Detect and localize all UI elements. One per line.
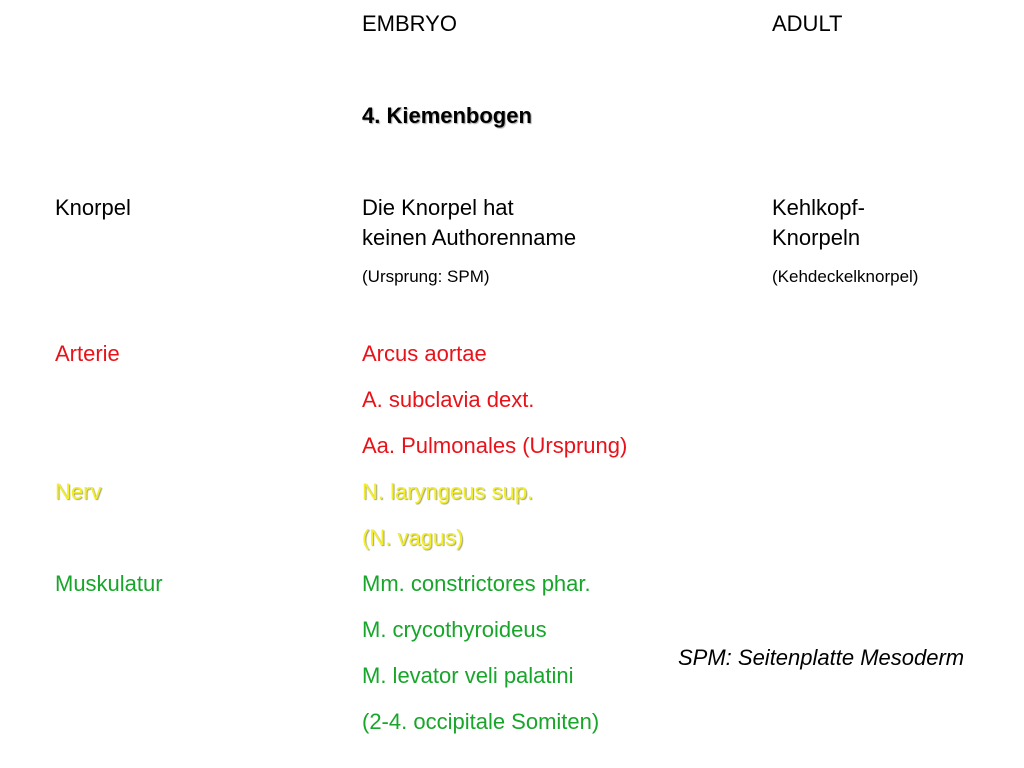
knorpel-adult-line2: Knorpeln — [772, 225, 861, 250]
muskulatur-item: M. crycothyroideus — [362, 617, 547, 642]
pharyngeal-arch-title: 4. Kiemenbogen — [362, 103, 532, 128]
nerv-item: (N. vagus) — [362, 525, 464, 550]
knorpel-embryo-origin: (Ursprung: SPM) — [362, 267, 490, 286]
muskulatur-item: M. levator veli palatini — [362, 663, 574, 688]
embryo-column-header: EMBRYO — [362, 11, 457, 36]
arterie-item: A. subclavia dext. — [362, 387, 535, 412]
muskulatur-label: Muskulatur — [55, 571, 163, 596]
knorpel-label: Knorpel — [55, 195, 131, 220]
adult-column-header: ADULT — [772, 11, 843, 36]
spm-footnote: SPM: Seitenplatte Mesoderm — [678, 645, 965, 670]
nerv-item: N. laryngeus sup. — [362, 479, 534, 504]
arterie-item: Aa. Pulmonales (Ursprung) — [362, 433, 628, 458]
arterie-item: Arcus aortae — [362, 341, 487, 366]
muskulatur-item: Mm. constrictores phar. — [362, 571, 591, 596]
nerv-label: Nerv — [55, 479, 102, 504]
muskulatur-item: (2-4. occipitale Somiten) — [362, 709, 600, 734]
knorpel-embryo-line2: keinen Authorenname — [362, 225, 577, 250]
knorpel-embryo-line1: Die Knorpel hat — [362, 195, 514, 220]
knorpel-adult-line1: Kehlkopf- — [772, 195, 865, 220]
knorpel-adult-note: (Kehdeckelknorpel) — [772, 267, 919, 286]
arterie-label: Arterie — [55, 341, 120, 366]
